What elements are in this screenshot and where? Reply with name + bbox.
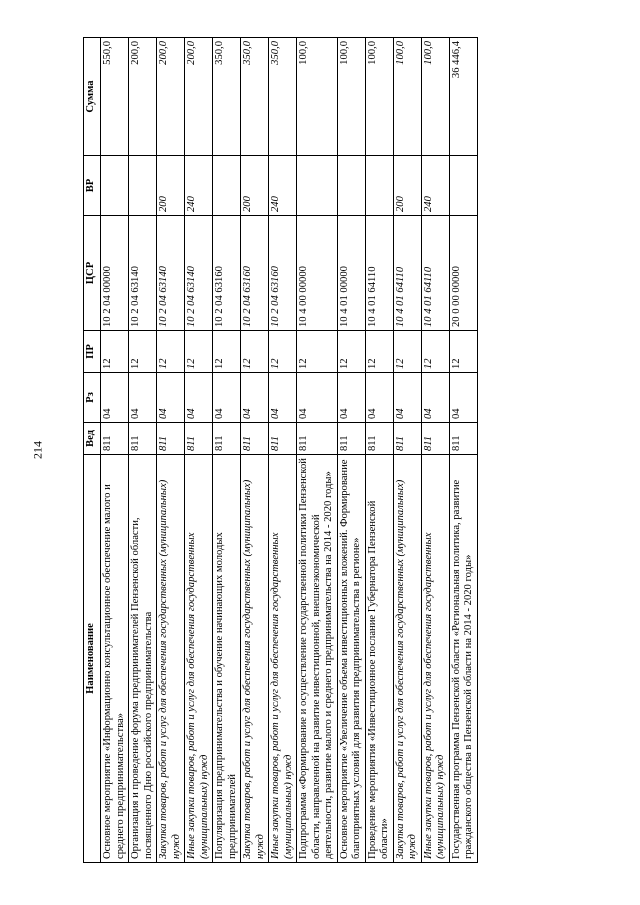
- header-rz: Рз: [84, 373, 101, 423]
- cell-sum: 100,0: [421, 38, 449, 156]
- cell-pr: 12: [129, 331, 157, 373]
- cell-name: Иные закупки товаров, работ и услуг для обеспечения государственных (муниципальных) нужд: [269, 455, 297, 863]
- table-row: [421, 38, 449, 863]
- cell-ved: 811: [213, 423, 241, 455]
- cell-csr: 10 4 01 64110: [421, 216, 449, 331]
- cell-vr: 240: [185, 156, 213, 216]
- table-row: [365, 38, 393, 863]
- cell-vr: 200: [157, 156, 185, 216]
- cell-csr: 10 2 04 00000: [101, 216, 129, 331]
- cell-pr: 12: [101, 331, 129, 373]
- cell-pr: 12: [337, 331, 365, 373]
- cell-name: Основное мероприятие «Увеличение объема инвестиционных вложений. Формирование благоприятных условий для развития предпринимательства в регионе»: [337, 455, 365, 863]
- cell-pr: 12: [213, 331, 241, 373]
- cell-pr: 12: [449, 331, 477, 373]
- cell-name: Основное мероприятие «Информационно консультационное обеспечение малого и среднего предпринимательства»: [101, 455, 129, 863]
- cell-rz: 04: [185, 373, 213, 423]
- page-number: 214: [30, 441, 45, 459]
- cell-vr: [297, 156, 338, 216]
- cell-sum: 550,0: [101, 38, 129, 156]
- cell-name: Закупка товаров, работ и услуг для обеспечения государственных (муниципальных) нужд: [157, 455, 185, 863]
- cell-csr: 10 4 00 00000: [297, 216, 338, 331]
- cell-rz: 04: [365, 373, 393, 423]
- cell-csr: 10 2 04 63160: [213, 216, 241, 331]
- cell-sum: 100,0: [337, 38, 365, 156]
- cell-pr: 12: [157, 331, 185, 373]
- cell-ved: 811: [297, 423, 338, 455]
- cell-vr: [129, 156, 157, 216]
- cell-pr: 12: [365, 331, 393, 373]
- cell-name: Иные закупки товаров, работ и услуг для обеспечения государственных (муниципальных) нужд: [185, 455, 213, 863]
- cell-pr: 12: [241, 331, 269, 373]
- cell-vr: 200: [393, 156, 421, 216]
- cell-name: Государственная программа Пензенской области «Региональная политика, развитие гражданского общества в Пензенской области на 2014 - 2020 годы»: [449, 455, 477, 863]
- cell-vr: 240: [421, 156, 449, 216]
- cell-vr: [213, 156, 241, 216]
- cell-sum: 36 446,4: [449, 38, 477, 156]
- cell-ved: 811: [101, 423, 129, 455]
- cell-rz: 04: [269, 373, 297, 423]
- cell-ved: 811: [185, 423, 213, 455]
- cell-ved: 811: [421, 423, 449, 455]
- table-row: [157, 38, 185, 863]
- cell-vr: [365, 156, 393, 216]
- table-row: [269, 38, 297, 863]
- cell-pr: 12: [421, 331, 449, 373]
- cell-csr: 20 0 00 00000: [449, 216, 477, 331]
- cell-name: Популяризация предпринимательства и обучение начинающих молодых предпринимателей: [213, 455, 241, 863]
- table-row: [185, 38, 213, 863]
- cell-rz: 04: [241, 373, 269, 423]
- cell-name: Подпрограмма «Формирование и осуществление государственной политики Пензенской области, направленной на развитие инвестиционной, внешнеэкономической деятельности, развитие малого и среднего предпринимательства на 2014 - 2020 годы»: [297, 455, 338, 863]
- header-vr: ВР: [84, 156, 101, 216]
- cell-rz: 04: [101, 373, 129, 423]
- cell-sum: 100,0: [393, 38, 421, 156]
- header-ved: Вед: [84, 423, 101, 455]
- cell-sum: 200,0: [157, 38, 185, 156]
- cell-ved: 811: [449, 423, 477, 455]
- cell-csr: 10 4 01 00000: [337, 216, 365, 331]
- table-row: [337, 38, 365, 863]
- cell-csr: 10 2 04 63160: [269, 216, 297, 331]
- cell-name: Проведение мероприятия «Инвестиционное послание Губернатора Пензенской области»: [365, 455, 393, 863]
- cell-csr: 10 4 01 64110: [393, 216, 421, 331]
- header-csr: ЦСР: [84, 216, 101, 331]
- table-row: [129, 38, 157, 863]
- cell-vr: 240: [269, 156, 297, 216]
- cell-csr: 10 2 04 63140: [129, 216, 157, 331]
- cell-ved: 811: [269, 423, 297, 455]
- cell-vr: 200: [241, 156, 269, 216]
- cell-pr: 12: [393, 331, 421, 373]
- cell-sum: 200,0: [129, 38, 157, 156]
- cell-csr: 10 2 04 63140: [185, 216, 213, 331]
- cell-ved: 811: [129, 423, 157, 455]
- cell-rz: 04: [337, 373, 365, 423]
- cell-rz: 04: [297, 373, 338, 423]
- cell-name: Организация и проведение форума предпринимателей Пензенской области, посвященного Дню российского предпринимательства: [129, 455, 157, 863]
- cell-pr: 12: [269, 331, 297, 373]
- cell-vr: [449, 156, 477, 216]
- cell-csr: 10 4 01 64110: [365, 216, 393, 331]
- table-row: [241, 38, 269, 863]
- cell-pr: 12: [185, 331, 213, 373]
- cell-vr: [101, 156, 129, 216]
- cell-name: Закупка товаров, работ и услуг для обеспечения государственных (муниципальных) нужд: [393, 455, 421, 863]
- table-header-row: [84, 38, 101, 863]
- cell-ved: 811: [157, 423, 185, 455]
- table-row: [297, 38, 338, 863]
- cell-sum: 100,0: [365, 38, 393, 156]
- cell-sum: 200,0: [185, 38, 213, 156]
- table-row: [101, 38, 129, 863]
- cell-ved: 811: [393, 423, 421, 455]
- cell-rz: 04: [213, 373, 241, 423]
- cell-name: Иные закупки товаров, работ и услуг для обеспечения государственных (муниципальных) нужд: [421, 455, 449, 863]
- cell-sum: 350,0: [213, 38, 241, 156]
- cell-vr: [337, 156, 365, 216]
- cell-rz: 04: [129, 373, 157, 423]
- header-name: Наименование: [84, 455, 101, 863]
- budget-table: [83, 37, 478, 863]
- cell-rz: 04: [393, 373, 421, 423]
- cell-name: Закупка товаров, работ и услуг для обеспечения государственных (муниципальных) нужд: [241, 455, 269, 863]
- cell-ved: 811: [365, 423, 393, 455]
- cell-pr: 12: [297, 331, 338, 373]
- cell-rz: 04: [421, 373, 449, 423]
- header-pr: ПР: [84, 331, 101, 373]
- cell-ved: 811: [337, 423, 365, 455]
- cell-sum: 350,0: [241, 38, 269, 156]
- table-row: [213, 38, 241, 863]
- cell-rz: 04: [449, 373, 477, 423]
- cell-csr: 10 2 04 63160: [241, 216, 269, 331]
- cell-csr: 10 2 04 63140: [157, 216, 185, 331]
- cell-sum: 100,0: [297, 38, 338, 156]
- header-sum: Сумма: [84, 38, 101, 156]
- cell-rz: 04: [157, 373, 185, 423]
- table-row: [449, 38, 477, 863]
- rotated-table-container: [83, 38, 625, 863]
- cell-ved: 811: [241, 423, 269, 455]
- table-row: [393, 38, 421, 863]
- cell-sum: 350,0: [269, 38, 297, 156]
